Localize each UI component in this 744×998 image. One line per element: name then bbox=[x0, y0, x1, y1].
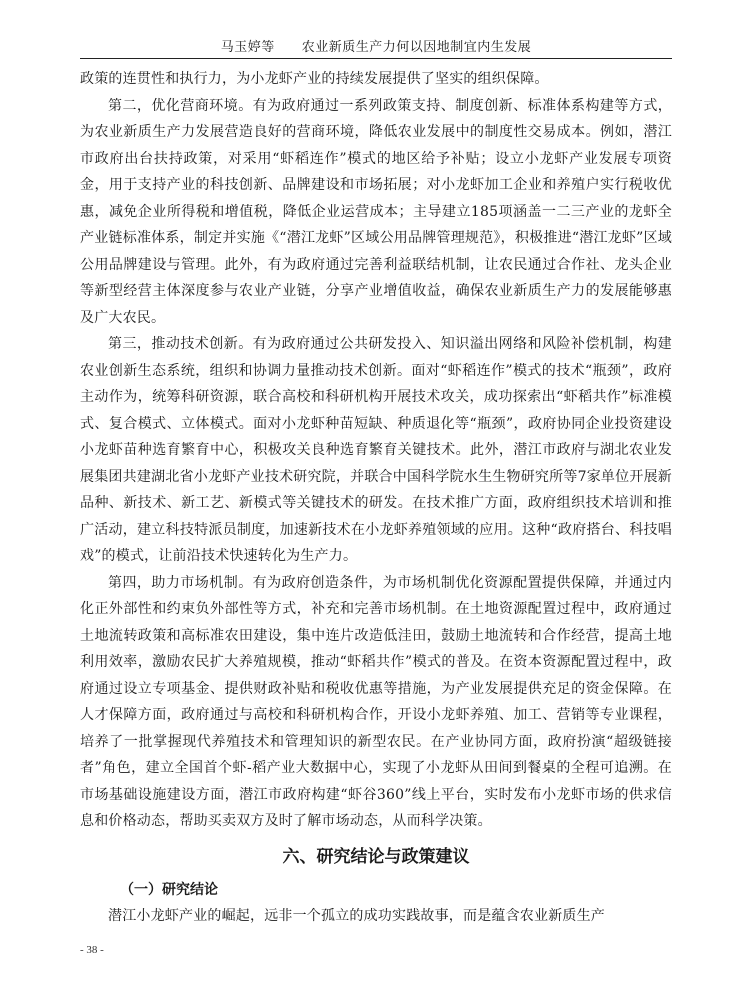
section-title: 六、研究结论与政策建议 bbox=[282, 846, 470, 867]
running-header: 马玉婷等 农业新质生产力何以因地制宜内生发展 bbox=[220, 40, 532, 55]
paragraph-technology-innovation: 第三，推动技术创新。有为政府通过公共研发投入、知识溢出网络和风险补偿机制，构建农业创新生态系统，组织和协调力量推动技术创新。面对“虾稻连作”模式的技术“瓶颈”，政府主动作为，统筹科研资源，联合高校和科研机构开展技术攻关，成功探索出“虾稻共作”标准模式、复合模式、立体模式。面对小龙虾种苗短缺、种质退化等“瓶颈”，政府协同企业投资建设小龙虾苗种选育繁育中心，积极攻关良种选育繁育关键技术。此外，潜江市政府与湖北农业发展集团共建湖北省小龙虾产业技术研究院，并联合中国科学院水生生物研究所等7家单位开展新品种、新技术、新工艺、新模式等关键技术的研发。在技术推广方面，政府组织技术培训和推广活动，建立科技特派员制度，加速新技术在小龙虾养殖领域的应用。这种“政府搭台、科技唱戏”的模式，让前沿技术快速转化为生产力。 bbox=[80, 336, 672, 564]
paragraph-business-environment: 第二，优化营商环境。有为政府通过一系列政策支持、制度创新、标准体系构建等方式，为农业新质生产力发展营造良好的营商环境，降低农业发展中的制度性交易成本。例如，潜江市政府出台扶持政策，对采用“虾稻连作”模式的地区给予补贴；设立小龙虾产业发展专项资金，用于支持产业的科技创新、品牌建设和市场拓展；对小龙虾加工企业和养殖户实行税收优惠，减免企业所得税和增值税，降低企业运营成本；主导建立185项涵盖一二三产业的龙虾全产业链标准体系，制定并实施《“潜江龙虾”区域公用品牌管理规范》，积极推进“潜江龙虾”区域公用品牌建设与管理。此外，有为政府通过完善利益联结机制，让农民通过合作社、龙头企业等新型经营主体深度参与农业产业链，分享产业增值收益，确保农业新质生产力的发展能够惠及广大农民。 bbox=[80, 97, 672, 326]
paragraph-continuation: 政策的连贯性和执行力，为小龙虾产业的持续发展提供了坚实的组织保障。 bbox=[80, 71, 549, 87]
subsection-title: （一）研究结论 bbox=[120, 881, 218, 898]
header-divider bbox=[80, 58, 672, 59]
page-number: - 38 - bbox=[80, 944, 104, 956]
paragraph-market-mechanism: 第四，助力市场机制。有为政府创造条件，为市场机制优化资源配置提供保障，并通过内化正外部性和约束负外部性等方式，补充和完善市场机制。在土地资源配置过程中，政府通过土地流转政策和高标准农田建设，集中连片改造低洼田，鼓励土地流转和合作经营，提高土地利用效率，激励农民扩大养殖规模，推动“虾稻共作”模式的普及。在资本资源配置过程中，政府通过设立专项基金、提供财政补贴和税收优惠等措施，为产业发展提供充足的资金保障。在人才保障方面，政府通过与高校和科研机构合作，开设小龙虾养殖、加工、营销等专业课程，培养了一批掌握现代养殖技术和管理知识的新型农民。在产业协同方面，政府扮演“超级链接者”角色，建立全国首个虾-稻产业大数据中心，实现了小龙虾从田间到餐桌的全程可追溯。在市场基础设施建设方面，潜江市政府构建“虾谷360”线上平台，实时发布小龙虾市场的供求信息和价格动态，帮助买卖双方及时了解市场动态，从而科学决策。 bbox=[80, 574, 672, 829]
article-body bbox=[80, 66, 672, 929]
paragraph-conclusion-start: 潜江小龙虾产业的崛起，远非一个孤立的成功实践故事，而是蕴含农业新质生产 bbox=[108, 907, 605, 924]
